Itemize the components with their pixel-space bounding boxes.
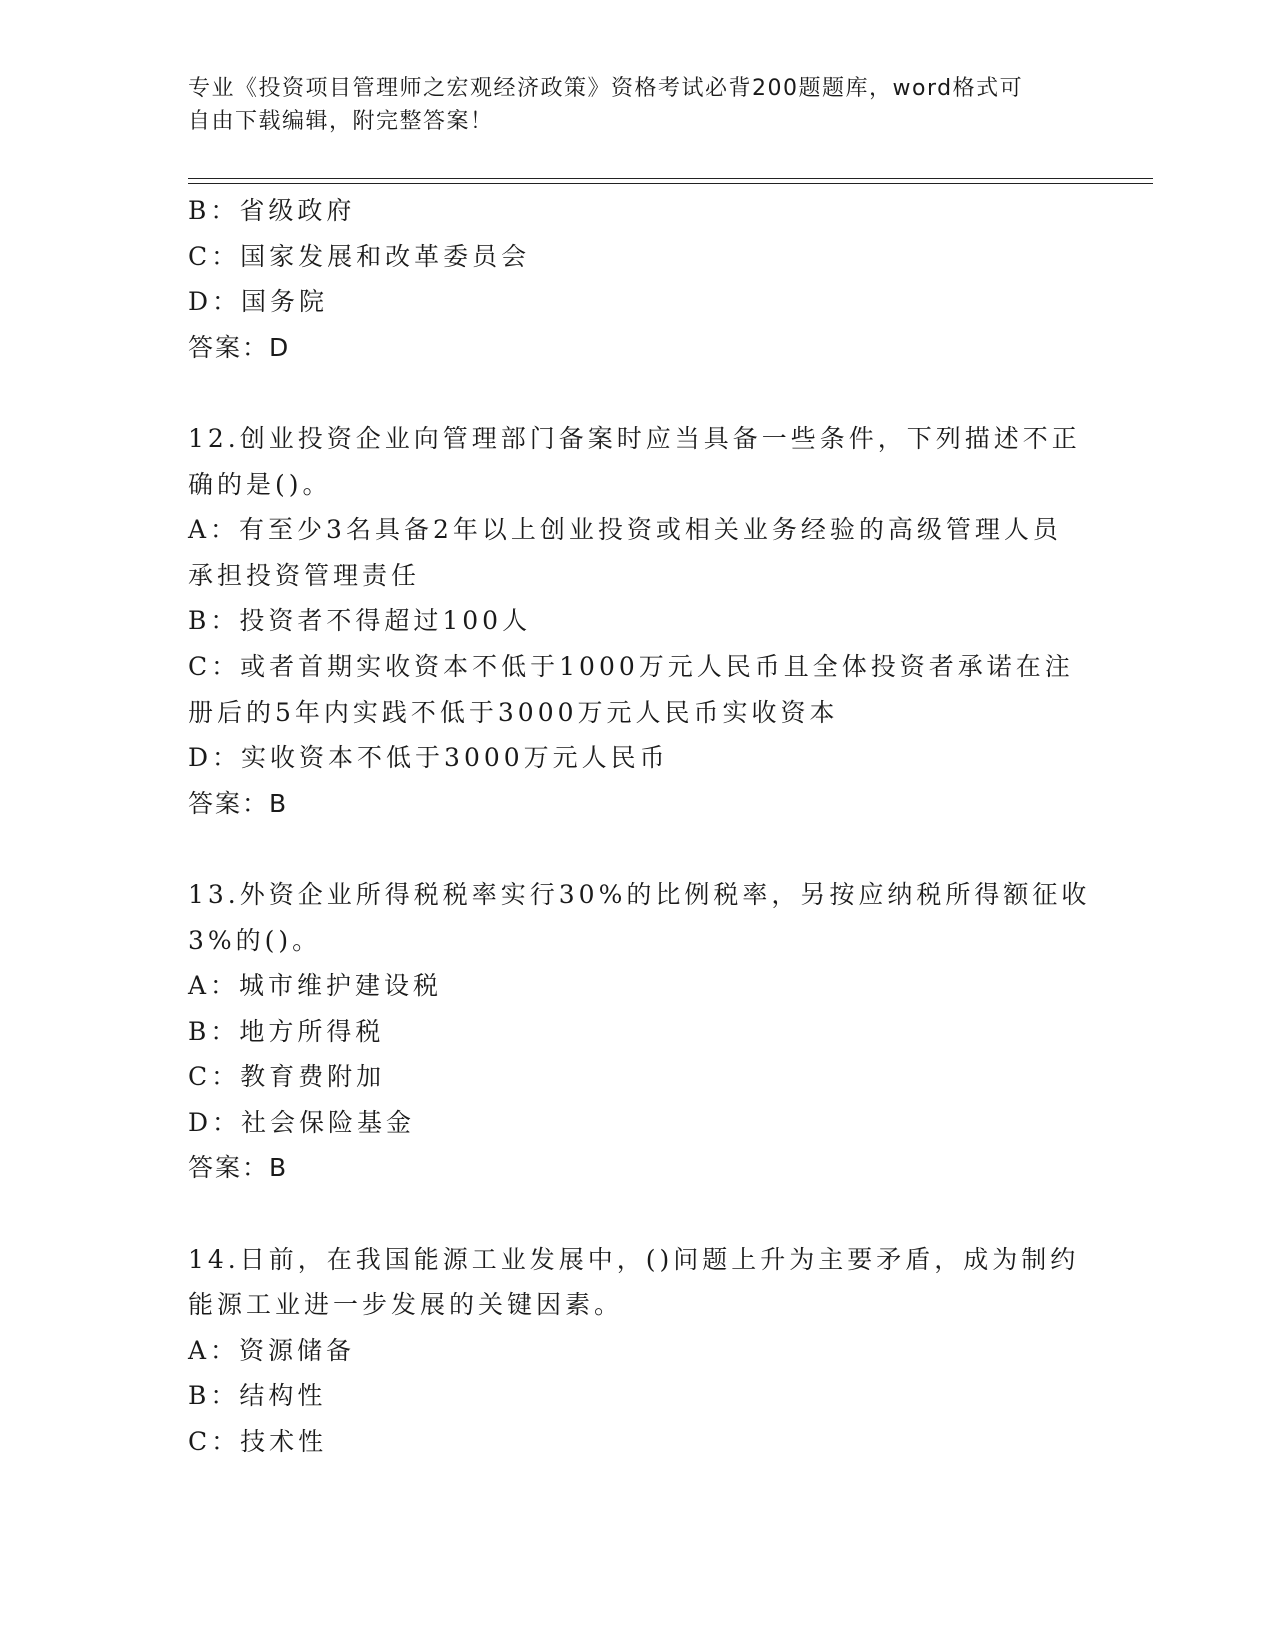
- option-b: B：投资者不得超过100人: [188, 606, 532, 636]
- question-stem-line-1: 14.日前，在我国能源工业发展中，()问题上升为主要矛盾，成为制约: [188, 1244, 1080, 1274]
- option-c: C：教育费附加: [188, 1062, 386, 1092]
- option-a-line-1: A：有至少3名具备2年以上创业投资或相关业务经验的高级管理人员: [188, 515, 1062, 545]
- option-c: C：技术性: [188, 1427, 328, 1457]
- header-line-2: 自由下载编辑，附完整答案！: [188, 109, 494, 134]
- question-11: [188, 188, 1088, 370]
- option-c-line-2: 册后的5年内实践不低于3000万元人民币实收资本: [188, 697, 839, 727]
- header-line-1: 专业《投资项目管理师之宏观经济政策》资格考试必背200题题库，word格式可: [188, 76, 1024, 101]
- question-12: [188, 416, 1088, 826]
- question-14: [188, 1237, 1088, 1465]
- answer: 答案：B: [188, 1153, 289, 1183]
- option-d: D：国务院: [188, 287, 329, 317]
- answer: 答案：B: [188, 788, 289, 818]
- option-c-line-1: C：或者首期实收资本不低于1000万元人民币且全体投资者承诺在注: [188, 651, 1074, 681]
- document-header: [188, 72, 1088, 138]
- option-b: B：地方所得税: [188, 1016, 385, 1046]
- header-divider-bottom: [188, 183, 1153, 184]
- question-stem-line-2: 3%的()。: [188, 925, 322, 955]
- question-stem-line-2: 确的是()。: [188, 469, 332, 499]
- spacer: [188, 826, 1088, 872]
- option-c: C：国家发展和改革委员会: [188, 241, 531, 271]
- option-a: A：资源储备: [188, 1335, 356, 1365]
- option-b: B：结构性: [188, 1381, 327, 1411]
- option-d: D：社会保险基金: [188, 1107, 416, 1137]
- option-a-line-2: 承担投资管理责任: [188, 560, 421, 590]
- question-stem-line-2: 能源工业进一步发展的关键因素。: [188, 1290, 624, 1320]
- question-stem-line-1: 12.创业投资企业向管理部门备案时应当具备一些条件，下列描述不正: [188, 423, 1081, 453]
- header-divider-top: [188, 178, 1153, 179]
- option-d: D：实收资本不低于3000万元人民币: [188, 743, 669, 773]
- spacer: [188, 1191, 1088, 1237]
- question-stem-line-1: 13.外资企业所得税税率实行30%的比例税率，另按应纳税所得额征收: [188, 879, 1091, 909]
- option-b: B：省级政府: [188, 196, 356, 225]
- spacer: [188, 370, 1088, 416]
- answer: 答案：D: [188, 332, 291, 362]
- option-a: A：城市维护建设税: [188, 971, 443, 1001]
- question-list: [188, 188, 1091, 1465]
- question-13: [188, 872, 1091, 1191]
